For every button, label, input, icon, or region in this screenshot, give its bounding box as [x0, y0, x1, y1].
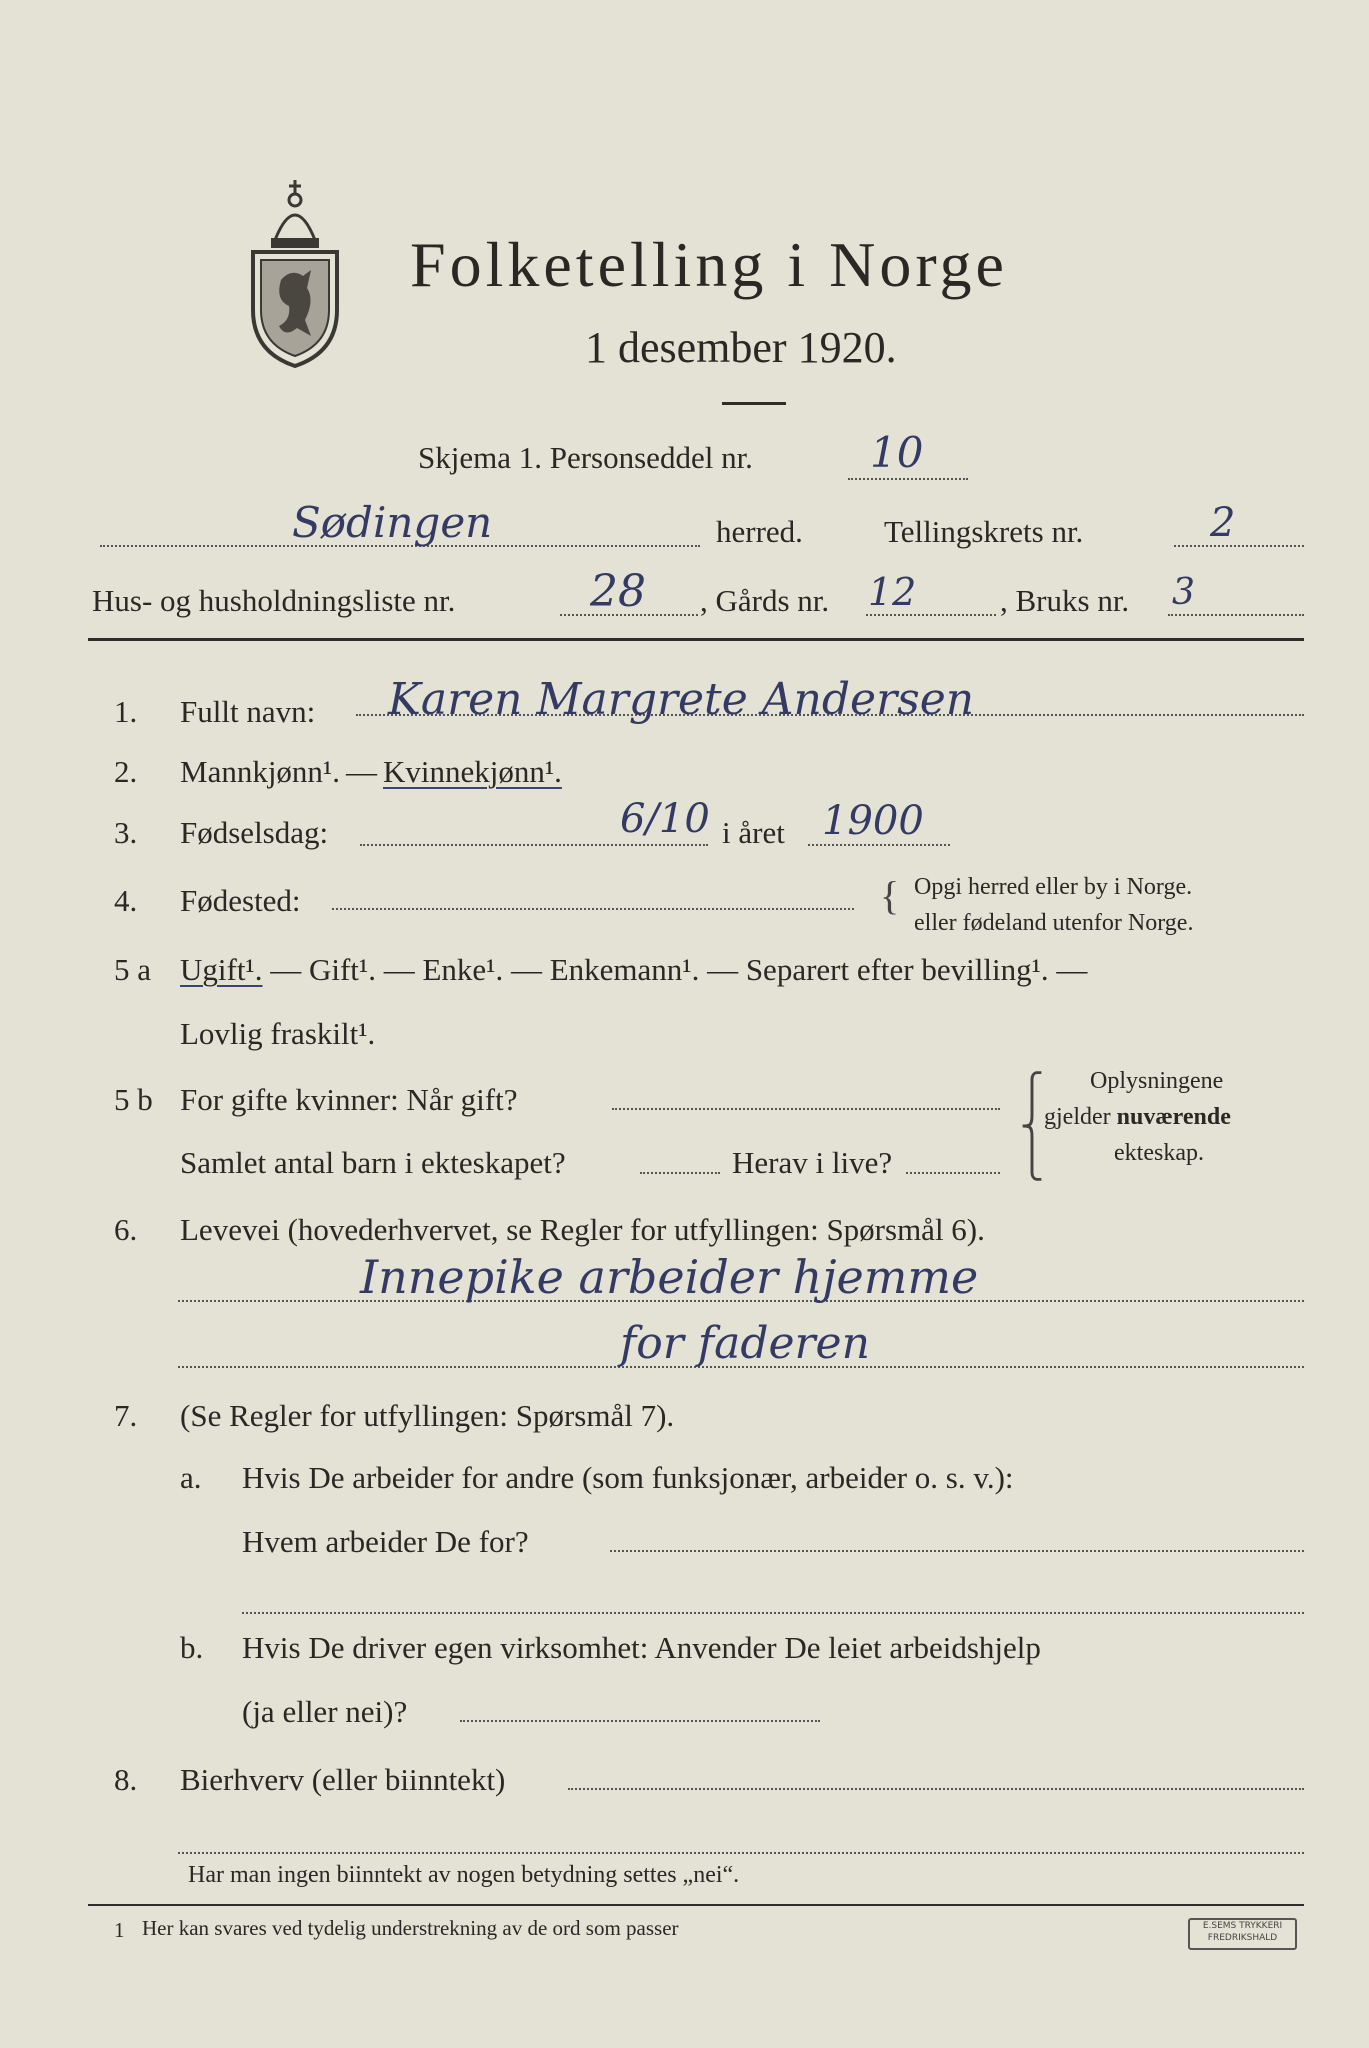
herred-value: Sødingen — [292, 498, 493, 547]
form-title: Folketelling i Norge — [410, 229, 1008, 300]
q5a-number: 5 a — [114, 952, 152, 987]
q6-number: 6. — [114, 1212, 138, 1247]
schema-field-line[interactable] — [848, 478, 968, 480]
q7b-line2: (ja eller nei)? — [242, 1694, 408, 1729]
q7a-line2: Hvem arbeider De for? — [242, 1524, 529, 1559]
tellingskrets-value: 2 — [1210, 500, 1236, 546]
q5a-options — [180, 952, 1087, 988]
footnote-marker: 1 — [114, 1918, 125, 1942]
hus-value: 28 — [590, 566, 646, 617]
q5b-label1: For gifte kvinner: Når gift? — [180, 1082, 518, 1117]
bruks-value: 3 — [1172, 572, 1195, 613]
footnote-text: Her kan svares ved tydelig understrekning av de ord som passer — [142, 1916, 679, 1940]
male-option[interactable]: Mannkjønn¹. — [180, 754, 340, 789]
norway-coat-of-arms-icon — [245, 170, 345, 370]
gender-separator: — — [345, 754, 377, 789]
q5b-label3: Herav i live? — [732, 1145, 893, 1180]
birthyear-value: 1900 — [822, 798, 924, 844]
q8-number: 8. — [114, 1762, 138, 1797]
q3-year-label: i året — [722, 815, 785, 850]
birthdate-field-line[interactable] — [360, 844, 708, 846]
bruks-label: , Bruks nr. — [1000, 583, 1130, 618]
female-option[interactable]: Kvinnekjønn¹. — [382, 754, 562, 789]
side-income-field-line1[interactable] — [568, 1788, 1304, 1790]
birthyear-field-line[interactable] — [808, 844, 950, 846]
q3-label: Fødselsdag: — [180, 815, 329, 850]
children-field-line[interactable] — [640, 1172, 720, 1174]
employer-field-line2[interactable] — [242, 1612, 1304, 1614]
q5b-note-line2: gjelder nuværende — [1044, 1104, 1231, 1130]
q7b-letter: b. — [180, 1630, 204, 1665]
q4-brace: { — [880, 873, 900, 918]
printer-stamp-line2: FREDRIKSHALD — [1207, 1933, 1278, 1943]
q5b-brace: ⎧ ⎨ ⎩ — [1020, 1072, 1044, 1180]
q4-number: 4. — [114, 883, 138, 918]
q2-number: 2. — [114, 754, 138, 789]
q5b-note-line3: ekteskap. — [1114, 1140, 1204, 1166]
tellingskrets-field-line[interactable] — [1174, 545, 1304, 547]
q5a-line2[interactable]: Lovlig fraskilt¹. — [180, 1016, 376, 1051]
q7b-label: Hvis De driver egen virksomhet: Anvender De leiet arbeidshjelp — [242, 1630, 1041, 1665]
birthdate-value: 6/10 — [620, 796, 710, 842]
employer-field-line1[interactable] — [610, 1550, 1304, 1552]
q2-gender — [180, 754, 562, 790]
married-date-field-line[interactable] — [612, 1108, 1000, 1110]
occupation-value-line1: Innepike arbeider hjemme — [360, 1250, 979, 1304]
q1-number: 1. — [114, 694, 138, 729]
q5b-note-line1: Oplysningene — [1090, 1068, 1224, 1094]
full-name-value: Karen Margrete Andersen — [388, 674, 975, 725]
q6-label: Levevei (hovederhvervet, se Regler for utfyllingen: Spørsmål 6). — [180, 1212, 985, 1247]
printer-stamp — [1188, 1918, 1297, 1950]
q5b-label2: Samlet antal barn i ekteskapet? — [180, 1145, 566, 1180]
bruks-field-line[interactable] — [1168, 614, 1304, 616]
q4-note-line1: Opgi herred eller by i Norge. — [914, 874, 1193, 900]
marital-other-options[interactable]: — Gift¹. — Enke¹. — Enkemann¹. — Separert efter bevilling¹. — — [270, 952, 1088, 987]
occupation-value-line2: for faderen — [620, 1318, 870, 1369]
q8-label: Bierhverv (eller biinntekt) — [180, 1762, 506, 1797]
hired-help-field-line[interactable] — [460, 1720, 820, 1722]
herred-label: herred. — [716, 514, 803, 549]
schema-label: Skjema 1. Personseddel nr. — [418, 440, 753, 475]
q4-note-line2: eller fødeland utenfor Norge. — [914, 910, 1194, 936]
header-rule — [88, 638, 1304, 641]
q7-label: (Se Regler for utfyllingen: Spørsmål 7). — [180, 1398, 675, 1433]
title-divider — [722, 402, 786, 405]
hus-label: Hus- og husholdningsliste nr. — [92, 583, 456, 618]
gards-value: 12 — [868, 570, 917, 614]
gards-field-line[interactable] — [866, 614, 996, 616]
q5b-number: 5 b — [114, 1082, 153, 1117]
gards-label: , Gårds nr. — [700, 583, 830, 618]
side-income-note: Har man ingen biinntekt av nogen betydning settes „nei“. — [188, 1862, 740, 1888]
q1-label: Fullt navn: — [180, 694, 316, 729]
q7-number: 7. — [114, 1398, 138, 1433]
q3-number: 3. — [114, 815, 138, 850]
footer-rule — [88, 1904, 1304, 1906]
ugift-option[interactable]: Ugift¹. — [180, 952, 263, 987]
schema-number-value: 10 — [870, 428, 924, 477]
q7a-letter: a. — [180, 1460, 202, 1495]
birthplace-field-line[interactable] — [332, 908, 854, 910]
children-alive-field-line[interactable] — [906, 1172, 1000, 1174]
q7a-label: Hvis De arbeider for andre (som funksjonær, arbeider o. s. v.): — [242, 1460, 1014, 1495]
printer-stamp-line1: E.SEMS TRYKKERI — [1202, 1921, 1283, 1931]
side-income-field-line2[interactable] — [178, 1852, 1304, 1854]
tellingskrets-label: Tellingskrets nr. — [884, 514, 1084, 549]
q4-label: Fødested: — [180, 883, 301, 918]
census-date: 1 desember 1920. — [585, 323, 897, 372]
